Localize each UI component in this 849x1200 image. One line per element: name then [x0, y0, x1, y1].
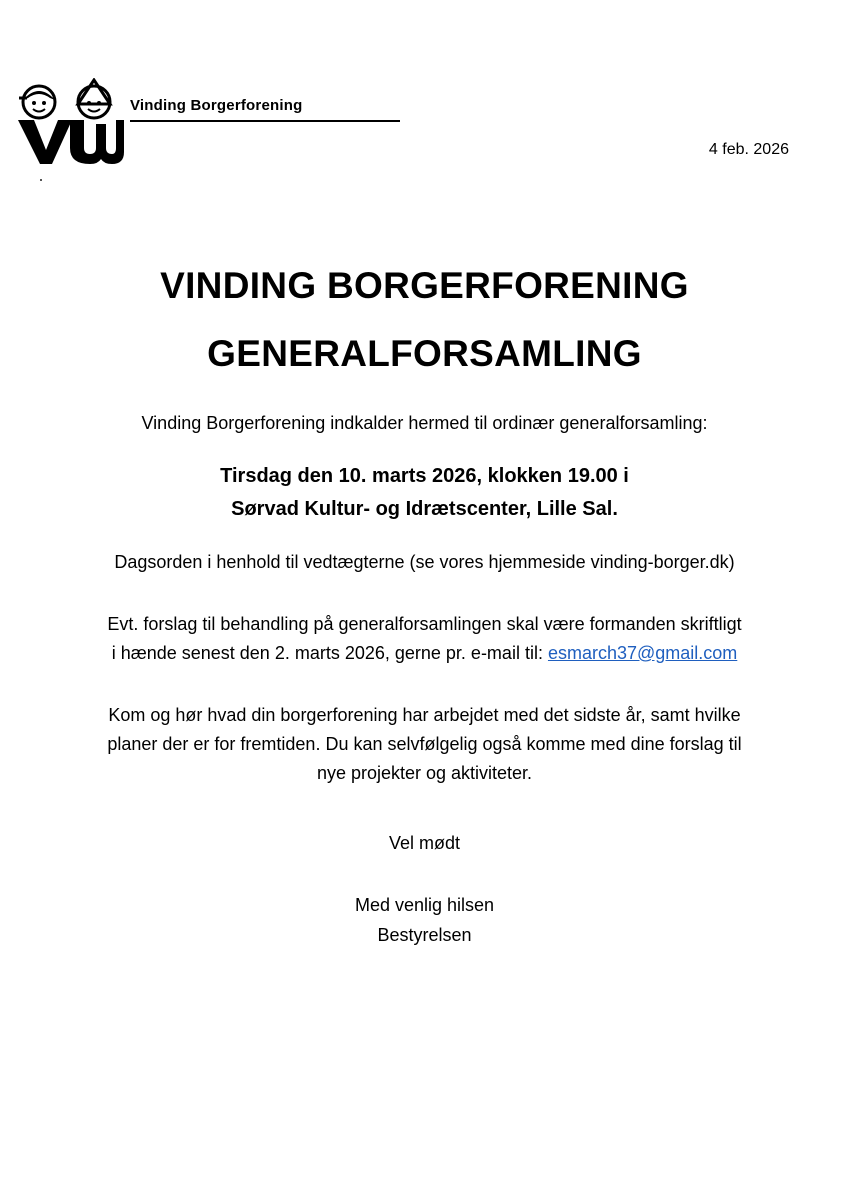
closing-text: Med venlig hilsen [354, 895, 495, 915]
proposal-text-line-1: Evt. forslag til behandling på generalforsamlingen skal være formanden skriftligt [107, 614, 742, 634]
title-line-2: GENERALFORSAMLING [207, 333, 642, 374]
logo [14, 78, 124, 168]
event-location: Sørvad Kultur- og Idrætscenter, Lille Sal. [231, 498, 618, 520]
vb-logo-icon [14, 78, 124, 168]
email-link[interactable]: esmarch37@gmail.com [547, 643, 738, 663]
scan-speck [40, 179, 42, 181]
org-name: Vinding Borgerforening [130, 97, 303, 114]
invite-text-line-2: planer der er for fremtiden. Du kan selvfølgelig også komme med dine forslag til [107, 734, 742, 754]
proposal-text-line-2 [0, 643, 849, 664]
intro-text: Vinding Borgerforening indkalder hermed til ordinær generalforsamling: [141, 413, 708, 433]
signature-text: Bestyrelsen [377, 925, 472, 945]
document-date: 4 feb. 2026 [708, 141, 789, 158]
invite-text-line-3: nye projekter og aktiviteter. [316, 763, 533, 783]
event-date-time: Tirsdag den 10. marts 2026, klokken 19.00 i [220, 465, 629, 487]
agenda-text: Dagsorden i henhold til vedtægterne (se vores hjemmeside vinding-borger.dk) [114, 552, 735, 572]
title-line-1: VINDING BORGERFORENING [160, 265, 689, 306]
invite-text-line-1: Kom og hør hvad din borgerforening har arbejdet med det sidste år, samt hvilke [108, 705, 741, 725]
welcome-text: Vel mødt [388, 833, 461, 853]
proposal-deadline-text: i hænde senest den 2. marts 2026, gerne pr. e-mail til: [111, 643, 548, 663]
org-name-underline [130, 120, 400, 122]
